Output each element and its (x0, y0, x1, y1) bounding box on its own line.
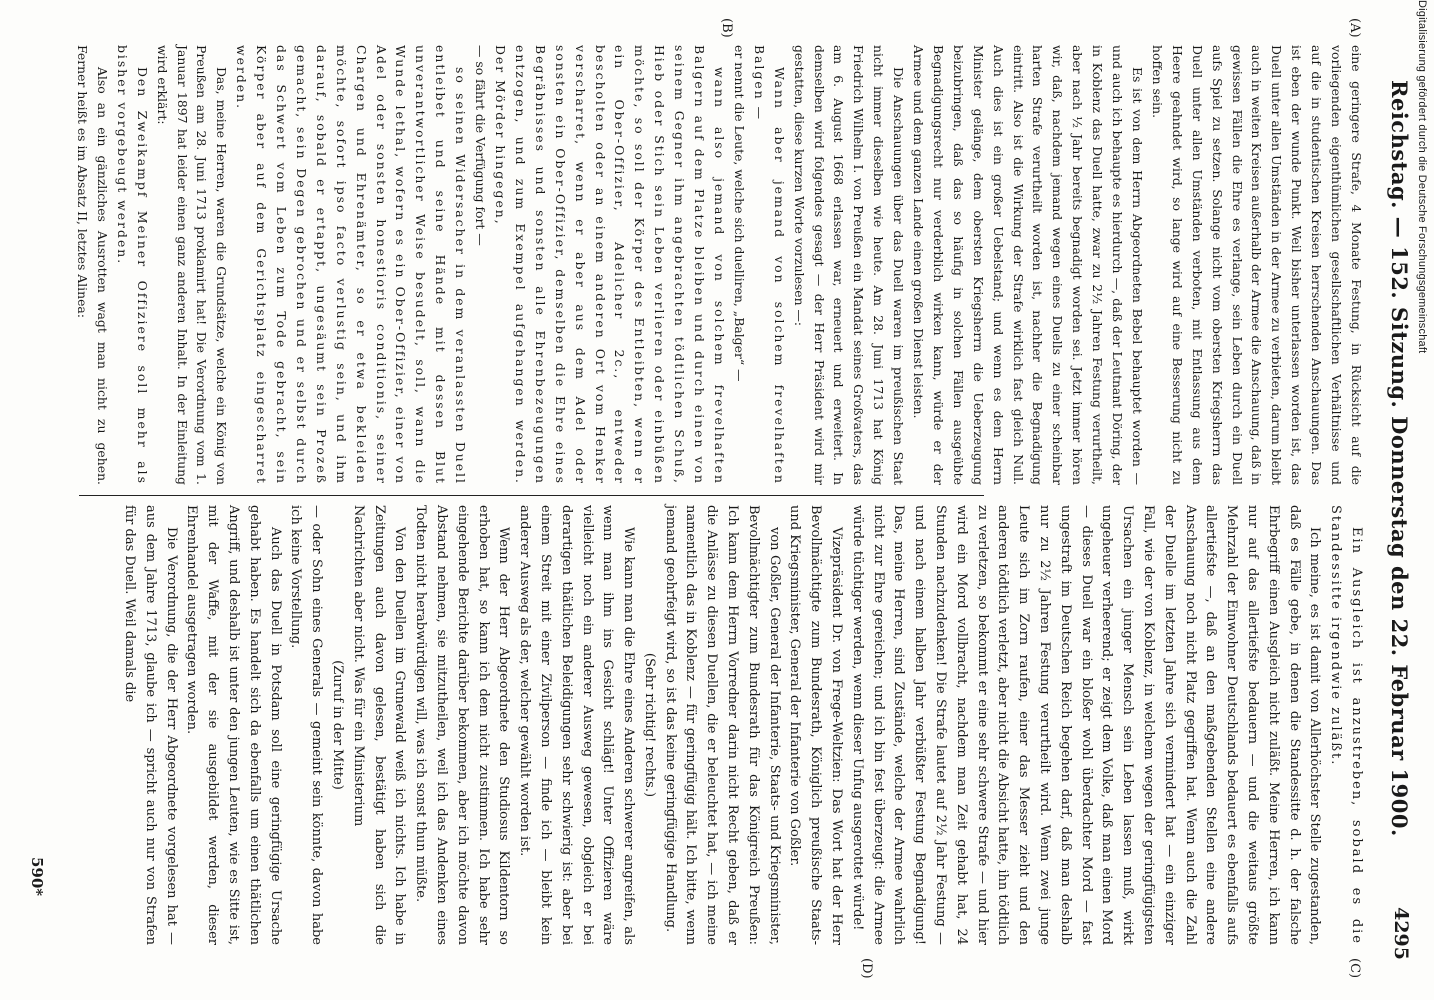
paragraph: Von den Duellen im Grunewald weiß ich nichts. Ich habe in Zeitungen auch davon gelesen, bestätigt haben sich die Nachrichten aber nicht. Was für ein Ministerium (350, 505, 408, 945)
paragraph: — so fährt die Verfügung fort — (473, 45, 489, 246)
left-column (72, 45, 1366, 485)
right-column (118, 505, 1366, 945)
margin-marker-a: (A) (1347, 18, 1362, 38)
paragraph: Vizepräsident Dr. von Frege-Weltzien: Das Wort hat der Herr Bevollmächtigte zum Bundesrath, Königlich preußische Staats- und Kriegsminister, General der Infanterie von Goßler. (787, 505, 845, 945)
quote: Ein Ausgleich ist anzustreben, sobald es die Standessitte irgendwie zuläßt. (1328, 505, 1364, 945)
paragraph: er nennt die Leute, welche sich duelliren, „Balger“ — (731, 45, 747, 382)
interjection: (Zuruf in der Mitte) (329, 660, 345, 790)
digitization-credit: Digitalisierung gefördert durch die Deutsche Forschungsgemeinschaft (1416, 0, 1428, 354)
margin-marker-b: (B) (719, 18, 734, 38)
paragraph: von Goßler, General der Infanterie, Staats- und Kriegsminister, Bevollmächtigter zum Bundesrath für das Königreich Preußen: Ich kann dem Herrn Vorredner darin nicht Recht geben, daß er die Anlässe zu diesen Duellen, die er beleuchtet hat, — ich meine namentlich das in Koblenz — für geringfügig hält. Ich bitte, wenn jemand geohrfeigt wird, so ist das keine geringfügige Handlung. (662, 505, 782, 945)
paragraph: Also an ein gänzliches Ausrotten wagt man nicht zu gehen. Ferner heißt es im Absatz II, letztes Alinea: (75, 45, 110, 485)
paragraph: Ich meine, es ist damit von Allerhöchster Stelle zugestanden, daß es Fälle gebe, in denen die Standessitte d. h. der falsche Ehrbegriff einen Ausgleich nicht zuläßt. Meine Herren, ich kann nur auf das allertiefste bedauern — und die weitaus größte Mehrzahl der Einwohner Deutschlands bedauert es ebenfalls aufs allertiefste —, daß an den maßgebenden Stellen eine andere Anschauung noch nicht Platz gegriffen hat. Wenn auch die Zahl der Duelle im letzten Jahre sich vermindert hat — ein einziger Fall, wie der von Koblenz, in welchem wegen der geringfügigsten Ursachen ein junger Mensch sein Leben lassen muß, wirkt ungeheuer verheerend; er zeigt dem Volke, daß man einen Mord — dieses Duell war ein bloßer wohl überdachter Mord — fast ungestraft im Deutschen Reich begehen darf, daß man deshalb nur zu 2½ Jahren Festung verurtheilt wird. Wenn zwei junge Leute sich im Zorn raufen, einer das Messer zieht und den anderen tödtlich verletzt, aber nicht die Absicht hatte, ihn tödtlich zu verletzen, so bekommt er eine sehr schwere Strafe — und hier wird ein Mord vollbracht, nachdem man Zeit gehabt hat, 24 Stunden nachzudenken! Die Strafe lautet auf 2½ Jahr Festung — und nach einem halben Jahr verbüßter Festung Begnadigung! Das, meine Herren, sind Zustände, welche der Armee wahrlich nicht zur Ehre gereichen; und ich bin fest überzeugt: die Armee würde tüchtiger werden, wenn dieser Unfug ausgerottet würde! (849, 505, 1323, 945)
paragraph: eine geringere Strafe, 4 Monate Festung, in Rücksicht auf die vorliegenden eigenthümlichen gesellschaftlichen Verhältnisse und auf die in studentischen Kreisen herrschenden Anschauungen. Das ist eben der wunde Punkt. Weil bisher unterlassen worden ist, das Duell unter allen Umständen in der Armee zu verbieten, darum bleibt auch in weiten Kreisen außerhalb der Armee die Anschauung, daß in gewissen Fällen die Ehre es verlange, sein Leben durch ein Duell aufs Spiel zu setzen. Solange nicht vom obersten Kriegsherrn das Duell unter allen Umständen verboten, mit Entlassung aus dem Heere geahndet wird, so lange wird auf eine Besserung nicht zu hoffen sein. (1149, 45, 1364, 485)
paragraph: — oder Sohn eines Generals — gemeint sein könnte, davon habe ich keine Vorstellung. (288, 505, 325, 945)
margin-marker-d: (D) (859, 958, 874, 979)
column-divider (79, 495, 984, 496)
paragraph: Das, meine Herren, waren die Grundsätze, welche ein König von Preußen am 28. Juni 1713 proklamirt hat! Die Verordnung vom 1. Januar 1897 hat leider einen ganz anderen Inhalt. In der Einleitung wird erklärt: (154, 45, 230, 485)
paragraph: Wenn der Herr Abgeordnete den Studiosus Kildentorn so erhoben hat, so kann ich dem nicht zustimmen. Ich habe sehr eingehende Berichte darüber bekommen, aber ich möchte davon Abstand nehmen, sie mitzutheilen, weil ich das Andenken eines Todten nicht herabwürdigen will, was ich sonst thun müßte. (413, 505, 512, 945)
quote: wann also jemand von solchem frevelhaften Balgern auf dem Platze bleiben und durch einen von seinem Gegner ihm angebrachten tödtlichen Schuß, Hieb oder Stich sein Leben verlieren oder einbüßen möchte, so soll der Körper des Entleibten, wenn er ein Ober-Offizier, Adelicher 2c., entweder bescholten oder an einem anderen Ort vom Henker verscharret, wenn er aber aus dem Adel oder sonsten ein Ober-Offizier, demselben die Ehre eines Begräbnisses und sonsten alle Ehrenbezeugungen entzogen, und zum Exempel aufgehangen werden. Der Mörder hingegen, (493, 45, 727, 485)
interjection: (Sehr richtig! rechts.) (641, 652, 657, 798)
paragraph: Die Anschauungen über das Duell waren im preußischen Staat nicht immer dieselben wie heute. Am 28. Juni 1713 hat König Friedrich Wilhelm I. von Preußen ein Mandat seines Großvaters, das am 6. August 1668 erlassen war, erneuert und erweitert. In demselben wird folgendes gesagt — der Herr Präsident wird mir gestatten, diese kurzen Worte vorzulesen —: (791, 45, 907, 485)
page-number: 4295 (1390, 907, 1412, 960)
paragraph: Auch das Duell in Potsdam soll eine geringfügige Ursache gehabt haben. Es handelt sich da ebenfalls um einen thätlichen Angriff, und deshalb ist unter den jungen Leuten, wie es Sitte ist, mit der Waffe, mit der sie ausgebildet werden, dieser Ehrenhandel ausgetragen worden. (184, 505, 283, 945)
page-title: Reichstag. — 152. Sitzung. Donnerstag den 22. Februar 1900. (1387, 80, 1412, 837)
paragraph: Die Verordnung, die der Herr Abgeordnete vorgelesen hat — aus dem Jahre 1713, glaube ich — spricht auch nur von Strafen für das Duell. Weil damals die (121, 505, 179, 945)
signature-mark: 590* (28, 857, 46, 897)
paragraph: Wie kann man die Ehre eines Anderen schwerer angreifen, als wenn man ihm ins Gesicht schlägt! Unter Offizieren wäre vielleicht noch ein anderer Ausweg gewesen, obgleich er bei derartigen thätlichen Beleidigungen sehr schwierig ist: aber bei einem Streit mit einer Zivilperson — finde ich — bleibt kein anderer Ausweg als der, welcher gewählt worden ist. (517, 505, 637, 945)
quote: Wann aber jemand von solchem frevelhaften Balgen — (751, 45, 787, 485)
paragraph: Es ist von dem Herrn Abgeordneten Bebel behauptet worden — und auch ich behaupte es hierdurch —, daß der Leutnant Döring, der in Koblenz das Duell hatte, zwar zu 2½ Jahren Festung verurtheilt, aber nach ½ Jahr bereits begnadigt worden sei. Jetzt immer hören wir, daß, nachdem jemand wegen eines Duells zu einer scheinbar harten Strafe verurtheilt worden ist, nachher die Begnadigung eintritt. Also ist die Wirkung der Strafe wirklich fast gleich Null. Auch dies ist ein großer Uebelstand; und wenn es dem Herrn Minister gelänge, dem obersten Kriegsherrn die Ueberzeugung beizubringen, daß das so häufig in solchen Fällen ausgeübte Begnadigungsrecht nur verderblich wirken kann, würde er der Armee und dem ganzen Lande einen großen Dienst leisten. (911, 45, 1146, 485)
page-header (1380, 40, 1420, 970)
margin-marker-c: (C) (1347, 958, 1362, 979)
quote: so seinen Widersacher in dem veranlassten Duell entleibet und seine Hände mit dessen Blut unverantwortlicher Weise besudelt, soll, wann die Wunde lethal, wofern es ein Ober-Offizier, einer von Adel oder sonsten honestioris conditionis, seiner Chargen und Ehrenämter, so er etwa bekleiden möchte, sofort ipso facto verlustig sein, und ihm darauf, sobald er ertappt, ungesäumt sein Prozeß gemacht, sein Degen gebrochen und er selbst durch das Schwert vom Leben zum Tode gebracht, sein Körper aber auf dem Gerichtsplatz eingescharret werden. (234, 45, 469, 485)
quote: Den Zweikampf Meiner Offiziere soll mehr als bisher vorgebeugt werden. (114, 45, 150, 485)
